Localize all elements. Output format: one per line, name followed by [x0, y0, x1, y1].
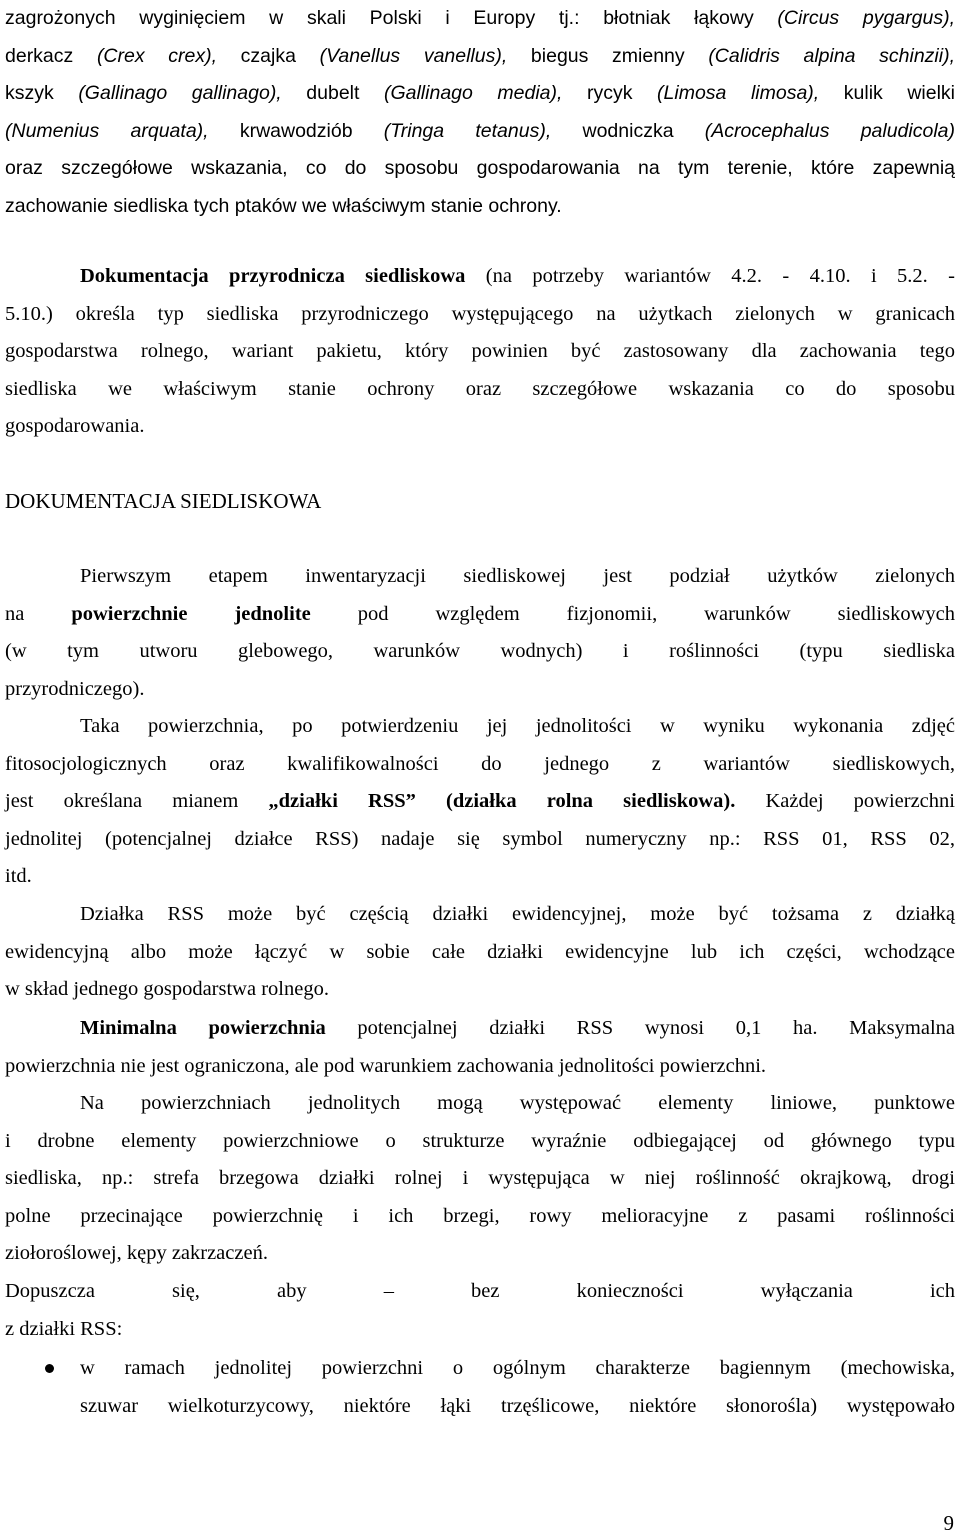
text-line [5, 0, 955, 38]
text-run: wodniczka [551, 119, 705, 142]
text-line [5, 333, 955, 371]
paragraph-minimalna-powierzchnia [5, 1010, 955, 1085]
text-run: biegus zmienny [507, 44, 709, 67]
text-line [5, 1085, 955, 1123]
italic-text: (Calidris alpina schinzii), [708, 44, 956, 67]
text-run: w ramach jednolitej powierzchni o ogólnym charakterze bagiennym (mechowiska, [80, 1357, 955, 1379]
text-run: krwawodziób [208, 119, 384, 142]
italic-text: (Limosa limosa), [657, 82, 820, 104]
paragraph-dopuszcza-sie [5, 1273, 955, 1348]
text-run: powierzchnia nie jest ograniczona, ale pod warunkiem zachowania jednolitości powierzchni. [5, 1054, 767, 1077]
text-run: czajka [217, 44, 320, 67]
text-run: siedliska, np.: strefa brzegowa działki rolnej i występująca w niej roślinność okrajkową, drogi [5, 1167, 955, 1189]
text-line [5, 1123, 955, 1161]
dokumentacja-przyrodnicza-paragraph [5, 258, 955, 446]
text-run: kszyk [5, 82, 79, 104]
text-line [80, 1350, 955, 1388]
text-run: (na potrzeby wariantów 4.2. - 4.10. i 5.2. - [465, 265, 955, 287]
bullet-list [5, 1350, 955, 1425]
text-run: zagrożonych wyginięciem w skali Polski i Europy tj.: błotniak łąkowy [5, 7, 778, 29]
text-run: gospodarowania. [5, 415, 145, 437]
paragraph-dzialka-rss [5, 708, 955, 896]
text-run: szuwar wielkoturzycowy, niektóre łąki trzęślicowe, niektóre słonorośla) występowało [80, 1394, 955, 1417]
text-run: potencjalnej działki RSS wynosi 0,1 ha. Maksymalna [325, 1017, 955, 1039]
text-line [5, 1160, 955, 1198]
text-line [5, 671, 955, 709]
text-line [5, 1311, 955, 1349]
italic-text: (Gallinago gallinago), [78, 82, 282, 104]
text-run: fitosocjologicznych oraz kwalifikowalności do jednego z wariantów siedliskowych, [5, 752, 955, 775]
intro-paragraph [5, 0, 955, 225]
text-line [5, 746, 955, 784]
bold-text: powierzchnie jednolite [71, 602, 311, 625]
text-line [5, 258, 955, 296]
text-line [5, 896, 955, 934]
italic-text: (Crex crex), [96, 44, 218, 67]
text-line [5, 633, 955, 671]
text-run: pod względem fizjonomii, warunków siedliskowych [310, 602, 955, 625]
text-line [5, 75, 955, 113]
italic-text: (Tringa tetanus), [383, 119, 552, 142]
text-line [5, 38, 955, 76]
paragraph-dzialka-ewidencyjna [5, 896, 955, 1009]
bold-text: „działki RSS” (działka rolna siedliskowa). [268, 790, 736, 812]
text-line [5, 1048, 955, 1086]
italic-text: (Vanellus vanellus), [319, 44, 508, 67]
bullet-dot [45, 1364, 54, 1373]
bold-text: Minimalna powierzchnia [80, 1017, 326, 1039]
text-run: ewidencyjną albo może łączyć w sobie całe działki ewidencyjne lub ich części, wchodzące [5, 940, 955, 963]
italic-text: (Numenius arquata), [5, 119, 209, 142]
text-run: kulik wielki [819, 82, 956, 104]
section-heading: DOKUMENTACJA SIEDLISKOWA [5, 489, 322, 513]
text-run: Każdej powierzchni [735, 790, 955, 812]
text-run: derkacz [5, 44, 97, 67]
text-line [5, 708, 955, 746]
text-line [5, 408, 955, 446]
text-run: Pierwszym etapem inwentaryzacji siedliskowej jest podział użytków zielonych [80, 565, 955, 587]
text-run: jest określana mianem [5, 790, 269, 812]
text-line [5, 858, 955, 896]
text-line [5, 296, 955, 334]
italic-text: (Gallinago media), [383, 82, 563, 104]
page-number: 9 [943, 1511, 954, 1535]
text-line [5, 1198, 955, 1236]
text-run: na [5, 602, 72, 625]
text-run: polne przecinające powierzchnię i ich brzegi, rowy melioracyjne z pasami roślinności [5, 1204, 955, 1227]
text-run: Taka powierzchnia, po potwierdzeniu jej jednolitości w wyniku wykonania zdjęć [80, 715, 955, 737]
text-run: Działka RSS może być częścią działki ewidencyjnej, może być tożsama z działką [80, 903, 955, 925]
bullet-item [5, 1350, 955, 1425]
paragraph-powierzchnie-jednolite [5, 558, 955, 708]
text-run: ziołoroślowej, kępy zakrzaczeń. [5, 1242, 268, 1264]
italic-text: (Acrocephalus paludicola) [704, 119, 955, 142]
text-run: siedliska we właściwym stanie ochrony oraz szczegółowe wskazania co do sposobu [5, 377, 955, 400]
text-run: gospodarstwa rolnego, wariant pakietu, który powinien być zastosowany dla zachowania tego [5, 340, 955, 362]
text-line [5, 783, 955, 821]
text-line [5, 971, 955, 1009]
text-run: jednolitej (potencjalnej działce RSS) nadaje się symbol numeryczny np.: RSS 01, RSS 02, [5, 827, 955, 850]
text-line [80, 1388, 955, 1426]
italic-text: (Circus pygargus), [777, 7, 956, 29]
text-line [5, 188, 955, 226]
text-run: w skład jednego gospodarstwa rolnego. [5, 978, 329, 1000]
text-run: przyrodniczego). [5, 677, 145, 700]
paragraph-elementy-liniowe [5, 1085, 955, 1273]
text-run: oraz szczegółowe wskazania, co do sposobu gospodarowania na tym terenie, które zapewnią [5, 157, 955, 179]
text-line [5, 1273, 955, 1311]
text-run: itd. [5, 865, 32, 887]
text-line [5, 596, 955, 634]
text-line [5, 1235, 955, 1273]
text-run: Dopuszcza się, aby – bez konieczności wyłączania ich [5, 1280, 955, 1302]
text-line [5, 150, 955, 188]
text-line [5, 558, 955, 596]
text-run: dubelt [281, 82, 384, 104]
text-run: i drobne elementy powierzchniowe o strukturze wyraźnie odbiegającej od głównego typu [5, 1129, 955, 1152]
text-run: Na powierzchniach jednolitych mogą występować elementy liniowe, punktowe [80, 1092, 955, 1114]
text-line [5, 113, 955, 151]
text-run: rycyk [562, 82, 658, 104]
text-run: 5.10.) określa typ siedliska przyrodniczego występującego na użytkach zielonych w granicach [5, 302, 955, 325]
bullet-item-text [80, 1350, 955, 1425]
text-line [5, 934, 955, 972]
text-run: (w tym utworu glebowego, warunków wodnych) i roślinności (typu siedliska [5, 640, 955, 662]
text-line [5, 371, 955, 409]
bold-text: Dokumentacja przyrodnicza siedliskowa [80, 265, 466, 287]
text-run: zachowanie siedliska tych ptaków we właściwym stanie ochrony. [5, 194, 562, 217]
text-line [5, 1010, 955, 1048]
text-run: z działki RSS: [5, 1317, 123, 1340]
text-line [5, 821, 955, 859]
